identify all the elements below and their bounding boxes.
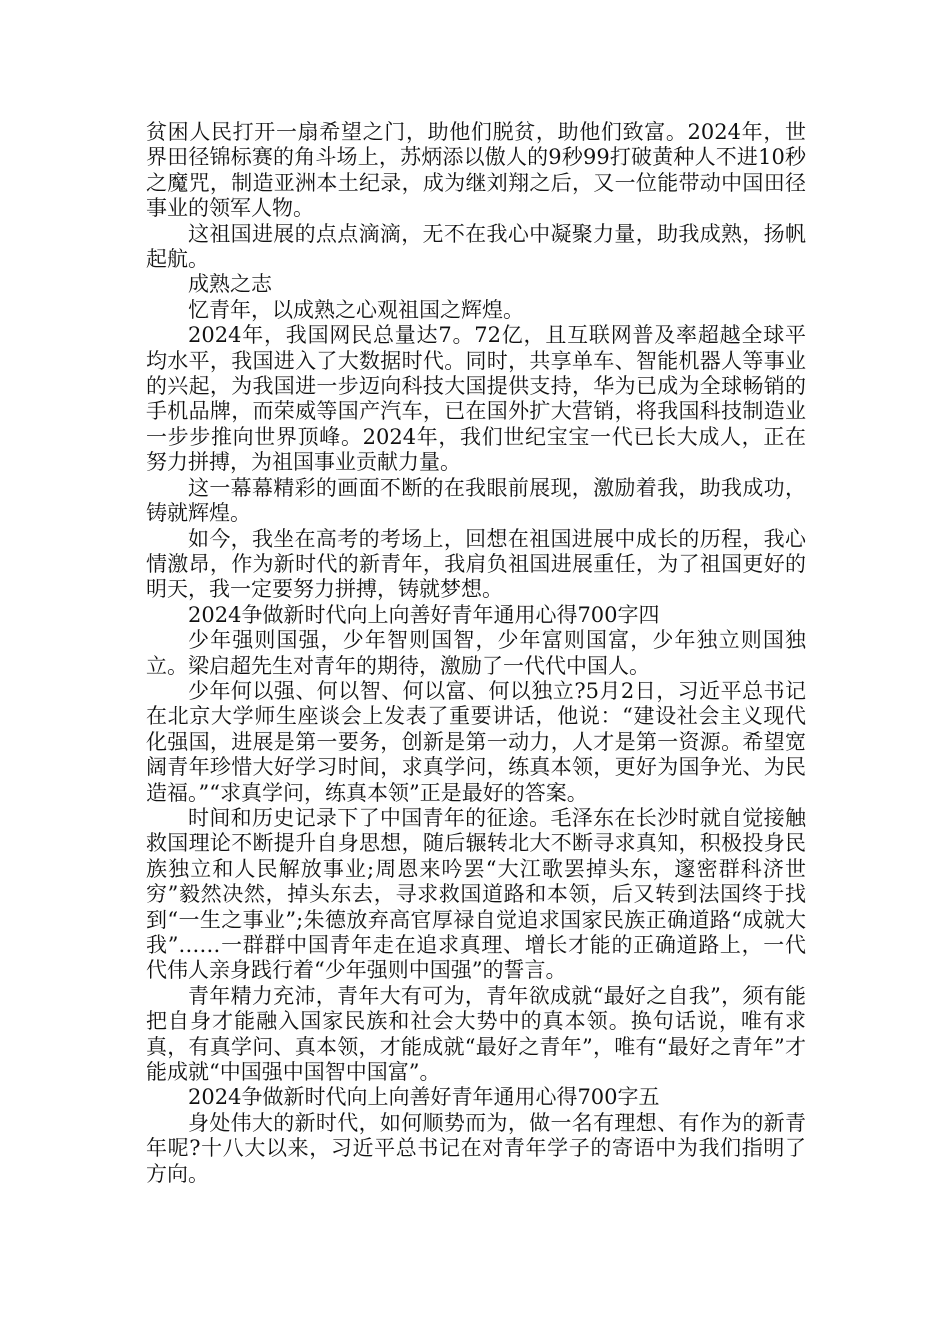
paragraph: 少年强则国强，少年智则国智，少年富则国富，少年独立则国独立。梁启超先生对青年的期待，激励了一代代中国人。: [146, 628, 806, 678]
paragraph: 身处伟大的新时代，如何顺势而为，做一名有理想、有作为的新青年呢?十八大以来，习近平总书记在对青年学子的寄语中为我们指明了方向。: [146, 1110, 806, 1186]
paragraph: 这一幕幕精彩的画面不断的在我眼前展现，激励着我，助我成功，铸就辉煌。: [146, 475, 806, 526]
paragraph: 忆青年，以成熟之心观祖国之辉煌。: [188, 297, 524, 322]
section-heading: 2024争做新时代向上向善好青年通用心得700字五: [188, 1085, 660, 1110]
paragraph: 2024年，我国网民总量达7。72亿，且互联网普及率超越全球平均水平，我国进入了大数据时代。同时，共享单车、智能机器人等事业的兴起，为我国进一步迈向科技大国提供支持，华为已成为全球畅销的手机品牌，而荣威等国产汽车，已在国外扩大营销，将我国科技制造业一步步推向世界顶峰。2024年，我们世纪宝宝一代已长大成人，正在努力拼搏，为祖国事业贡献力量。: [146, 323, 806, 475]
section-heading: 2024争做新时代向上向善好青年通用心得700字四: [188, 602, 660, 627]
paragraph: 青年精力充沛，青年大有可为，青年欲成就“最好之自我”，须有能把自身才能融入国家民族和社会大势中的真本领。换句话说，唯有求真，有真学问、真本领，才能成就“最好之青年”，唯有“最好之青年”才能成就“中国强中国智中国富”。: [146, 983, 806, 1085]
paragraph: 如今，我坐在高考的考场上，回想在祖国进展中成长的历程，我心情激昂，作为新时代的新青年，我肩负祖国进展重任，为了祖国更好的明天，我一定要努力拼搏，铸就梦想。: [146, 526, 806, 602]
document-page: [146, 120, 806, 1187]
paragraph: 少年何以强、何以智、何以富、何以独立?5月2日，习近平总书记在北京大学师生座谈会上发表了重要讲话，他说：“建设社会主义现代化强国，进展是第一要务，创新是第一动力，人才是第一资源。希望宽阔青年珍惜大好学习时间，求真学问，练真本领，更好为国争光、为民造福。”“求真学问，练真本领”正是最好的答案。: [146, 678, 806, 805]
paragraph: 这祖国进展的点点滴滴，无不在我心中凝聚力量，助我成熟，扬帆起航。: [146, 221, 806, 272]
section-heading: 成熟之志: [188, 272, 272, 297]
paragraph-continued: 贫困人民打开一扇希望之门，助他们脱贫，助他们致富。2024年，世界田径锦标赛的角斗场上，苏炳添以傲人的9秒99打破黄种人不进10秒之魔咒，制造亚洲本土纪录，成为继刘翔之后，又一位能带动中国田径事业的领军人物。: [146, 120, 806, 221]
paragraph: 时间和历史记录下了中国青年的征途。毛泽东在长沙时就自觉接触救国理论不断提升自身思想，随后辗转北大不断寻求真知，积极投身民族独立和人民解放事业;周恩来吟罢“大江歌罢掉头东，邃密群科济世穷”毅然决然，掉头东去，寻求救国道路和本领，后又转到法国终于找到“一生之事业”;朱德放弃高官厚禄自觉追求国家民族正确道路“成就大我”……一群群中国青年走在追求真理、增长才能的正确道路上，一代代伟人亲身践行着“少年强则中国强”的誓言。: [146, 805, 806, 983]
